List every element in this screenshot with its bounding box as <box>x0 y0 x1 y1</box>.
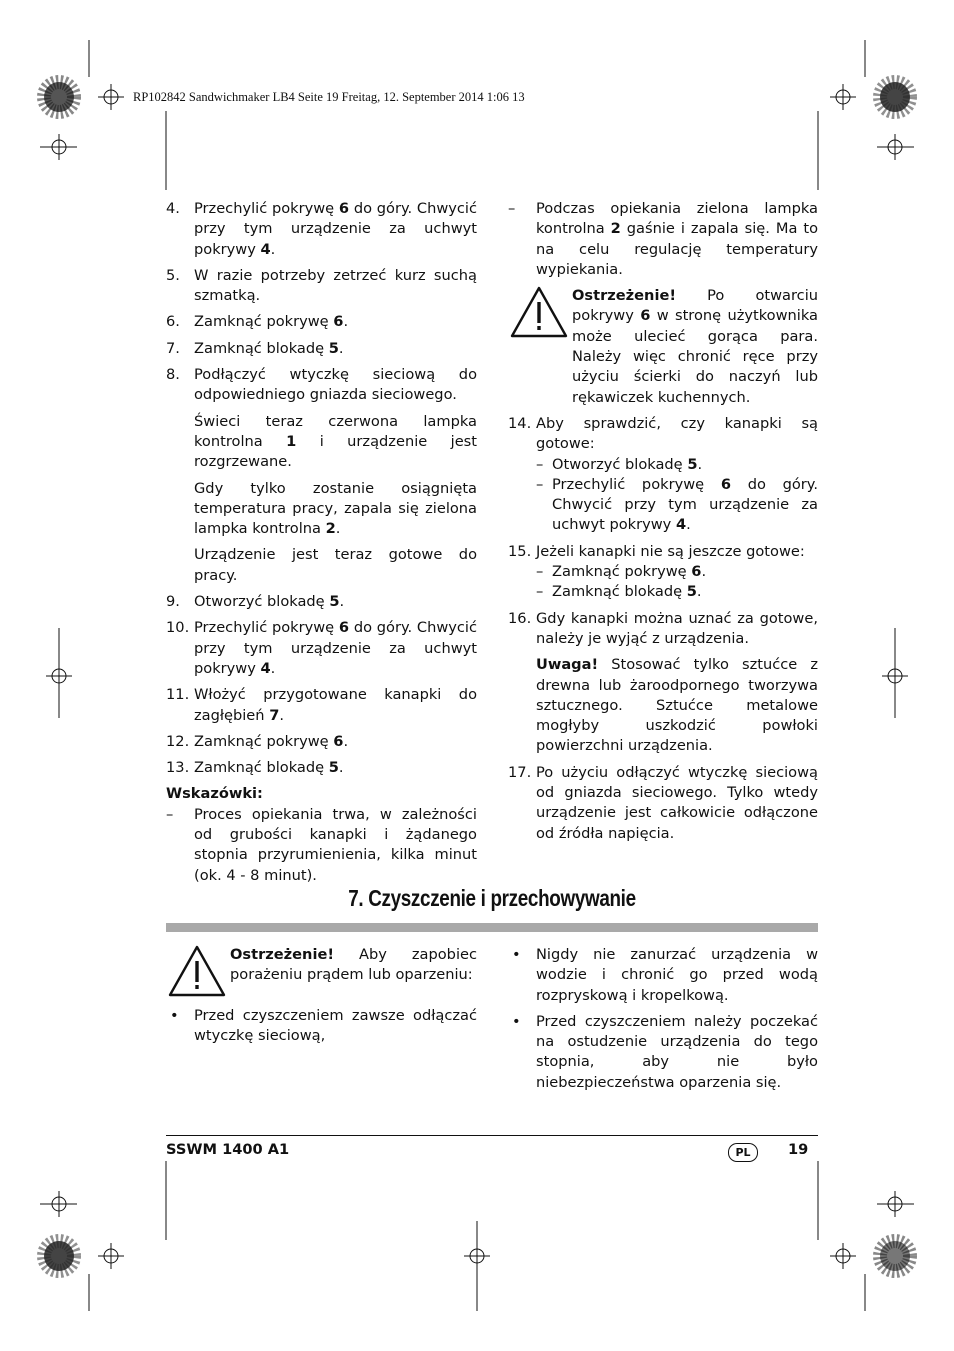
shock-warning: Ostrzeżenie! Aby zapobiec porażeniu prądem lub oparzeniu: <box>166 945 477 986</box>
sub-step: – Zamknąć pokrywę 6. <box>508 562 818 582</box>
footer-model: SSWM 1400 A1 <box>166 1141 290 1158</box>
bullet-icon: • <box>512 1012 521 1030</box>
warning-label: Ostrzeżenie! <box>572 287 676 305</box>
step-text: Zamknąć pokrywę 6. <box>194 313 349 331</box>
warning-triangle-icon <box>168 945 226 997</box>
step-item <box>166 199 477 260</box>
step-number: 10. <box>166 619 190 637</box>
step-number: 13. <box>166 759 190 777</box>
step-item <box>166 732 477 752</box>
hint-2 <box>508 199 818 280</box>
step-text: Przechylić pokrywę 6 do góry. Chwycić przy tym urządzenie za uchwyt pokrywy 4. <box>194 619 478 677</box>
step-item <box>166 365 477 406</box>
step-item <box>166 266 477 307</box>
page-number: 19 <box>788 1141 809 1158</box>
bullet-icon: • <box>512 946 521 963</box>
step-item <box>166 685 477 726</box>
step-17: 17. Po użyciu odłączyć wtyczkę sieciową od gniazda sieciowego. Tylko wtedy urządzenie jest całkowicie odłączone od źródła napięcia. <box>508 763 818 842</box>
sub-step: – Otworzyć blokadę 5. <box>508 455 818 475</box>
step-text: Zamknąć pokrywę 6. <box>194 732 349 750</box>
step-number: 12. <box>166 732 190 750</box>
dash-marker: – <box>536 455 544 473</box>
step-text: Podłączyć wtyczkę sieciową do odpowiedniego gniazda sieciowego. <box>194 366 477 404</box>
step-16: 16. Gdy kanapki można uznać za gotowe, należy je wyjąć z urządzenia. <box>508 609 818 647</box>
caution-note: Uwaga! Stosować tylko sztućce z drewna lub żaroodpornego tworzywa sztucznego. Sztućce metalowe mogłyby uszkodzić powłoki powierzchni urządzenia. <box>536 656 818 755</box>
hint-2-text: Podczas opiekania zielona lampka kontrolna 2 gaśnie i zapala się. Ma to na celu regulację temperatury wypiekania. <box>536 200 819 278</box>
language-badge: PL <box>728 1143 758 1162</box>
bullet-text: Przed czyszczeniem należy poczekać na ostudzenie urządzenia do tego stopnia, aby nie było niebezpieczeństwa oparzenia się. <box>536 1012 818 1091</box>
step-item <box>166 312 477 332</box>
step-text: Zamknąć blokadę 5. <box>194 759 344 777</box>
step-note: Świeci teraz czerwona lampka kontrolna 1 i urządzenie jest rozgrzewane. <box>194 412 478 471</box>
step-note: Gdy tylko zostanie osiągnięta temperatura pracy, zapala się zielona lampka kontrolna 2. <box>194 479 477 538</box>
right-column <box>508 199 818 850</box>
bullet-item <box>166 1006 477 1047</box>
step-item <box>166 592 477 612</box>
warning-triangle-icon <box>510 286 568 338</box>
bullet-text: Przed czyszczeniem zawsze odłączać wtyczkę sieciową, <box>194 1006 477 1044</box>
bullet-icon: • <box>170 1006 179 1024</box>
hints-title: Wskazówki: <box>166 785 263 803</box>
print-header: RP102842 Sandwichmaker LB4 Seite 19 Freitag, 12. September 2014 1:06 13 <box>133 90 525 104</box>
step-number: 5. <box>166 266 180 284</box>
bullet-item <box>508 1012 818 1093</box>
bullet-item <box>508 945 818 1006</box>
dash-marker: – <box>508 200 516 217</box>
dash-marker: – <box>536 583 544 601</box>
sub-step: – Zamknąć blokadę 5. <box>508 582 818 602</box>
step-number: 7. <box>166 339 180 357</box>
section-right-column <box>508 945 818 1099</box>
left-column <box>166 199 477 892</box>
dash-marker: – <box>536 475 544 493</box>
step-15: 15. Jeżeli kanapki nie są jeszcze gotowe: <box>508 542 805 560</box>
caution-label: Uwaga! <box>536 656 599 674</box>
step-number: 8. <box>166 366 180 384</box>
hint-1-text: Proces opiekania trwa, w zależności od grubości kanapki i żądanego stopnia przyrumienienia, kilka minut (ok. 4 - 8 minut). <box>194 805 477 884</box>
footer-rule <box>166 1135 818 1136</box>
dash-marker: – <box>536 563 544 581</box>
step-number: 4. <box>166 200 180 217</box>
step-number: 9. <box>166 593 180 611</box>
step-item <box>166 618 477 679</box>
section-bar <box>166 923 818 932</box>
steam-warning: Ostrzeżenie! Po otwarciu pokrywy 6 w stronę użytkownika może ulecieć gorąca para. Należy więc chronić ręce przy użyciu ścierki do naczyń lub rękawiczek kuchennych. <box>508 286 818 408</box>
step-number: 6. <box>166 313 180 331</box>
step-item <box>166 339 477 359</box>
step-text: Zamknąć blokadę 5. <box>194 339 344 357</box>
step-number: 11. <box>166 686 190 704</box>
hint-1 <box>166 805 477 886</box>
step-item <box>166 758 477 778</box>
bullet-text: Nigdy nie zanurzać urządzenia w wodzie i chronić go przed wodą rozpryskową i kropelkową. <box>536 946 818 1004</box>
step-note: Urządzenie jest teraz gotowe do pracy. <box>194 546 477 584</box>
dash-marker: – <box>166 805 174 823</box>
section-title: 7. Czyszczenie i przechowywanie <box>348 885 636 911</box>
step-text: Przechylić pokrywę 6 do góry. Chwycić przy tym urządzenie za uchwyt pokrywy 4. <box>194 200 478 258</box>
step-text: Otworzyć blokadę 5. <box>194 593 345 611</box>
warning-label: Ostrzeżenie! <box>230 946 334 963</box>
step-text: Włożyć przygotowane kanapki do zagłębień 7. <box>194 686 477 724</box>
step-14: 14. Aby sprawdzić, czy kanapki są gotowe: <box>508 414 818 453</box>
section-left-column <box>166 945 477 1052</box>
step-text: W razie potrzeby zetrzeć kurz suchą szmatką. <box>194 266 477 305</box>
sub-step: – Przechylić pokrywę 6 do góry. Chwycić przy tym urządzenie za uchwyt pokrywy 4. <box>536 475 818 534</box>
